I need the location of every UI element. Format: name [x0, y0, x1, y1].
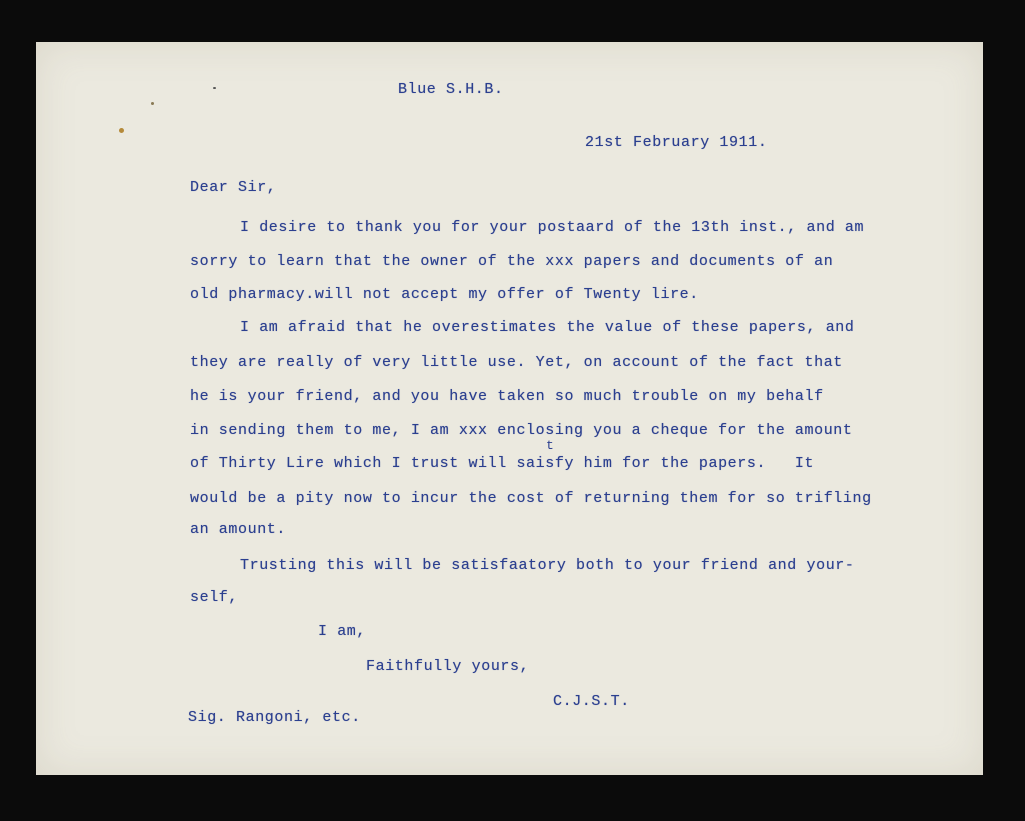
body-line: self, [190, 589, 239, 606]
paper-mark [213, 87, 216, 89]
salutation: Dear Sir, [190, 179, 277, 196]
signature-initials: C.J.S.T. [553, 693, 630, 710]
body-line: he is your friend, and you have taken so much trouble on my behalf [190, 388, 824, 405]
paper-stain [151, 102, 154, 105]
body-line: an amount. [190, 521, 287, 538]
body-line: I desire to thank you for your postaard of the 13th inst., and am [240, 219, 865, 236]
body-line: would be a pity now to incur the cost of returning them for so trifling [190, 490, 872, 507]
closing-phrase: I am, [318, 623, 367, 640]
closing-valediction: Faithfully yours, [366, 658, 530, 675]
typed-insertion: t [546, 438, 554, 453]
body-line: in sending them to me, I am xxx enclosing you a cheque for the amount [190, 422, 853, 439]
paper-stain [119, 128, 124, 133]
body-line: sorry to learn that the owner of the xxx papers and documents of an [190, 253, 834, 270]
letter-sheet [36, 42, 983, 775]
body-line: of Thirty Lire which I trust will saisfy him for the papers. It [190, 455, 815, 472]
body-line: I am afraid that he overestimates the value of these papers, and [240, 319, 855, 336]
recipient-line: Sig. Rangoni, etc. [188, 709, 361, 726]
body-line: Trusting this will be satisfaatory both to your friend and your- [240, 557, 855, 574]
letter-date: 21st February 1911. [585, 134, 768, 151]
body-line: they are really of very little use. Yet, on account of the fact that [190, 354, 843, 371]
file-reference: Blue S.H.B. [398, 81, 504, 98]
body-line: old pharmacy.will not accept my offer of Twenty lire. [190, 286, 699, 303]
